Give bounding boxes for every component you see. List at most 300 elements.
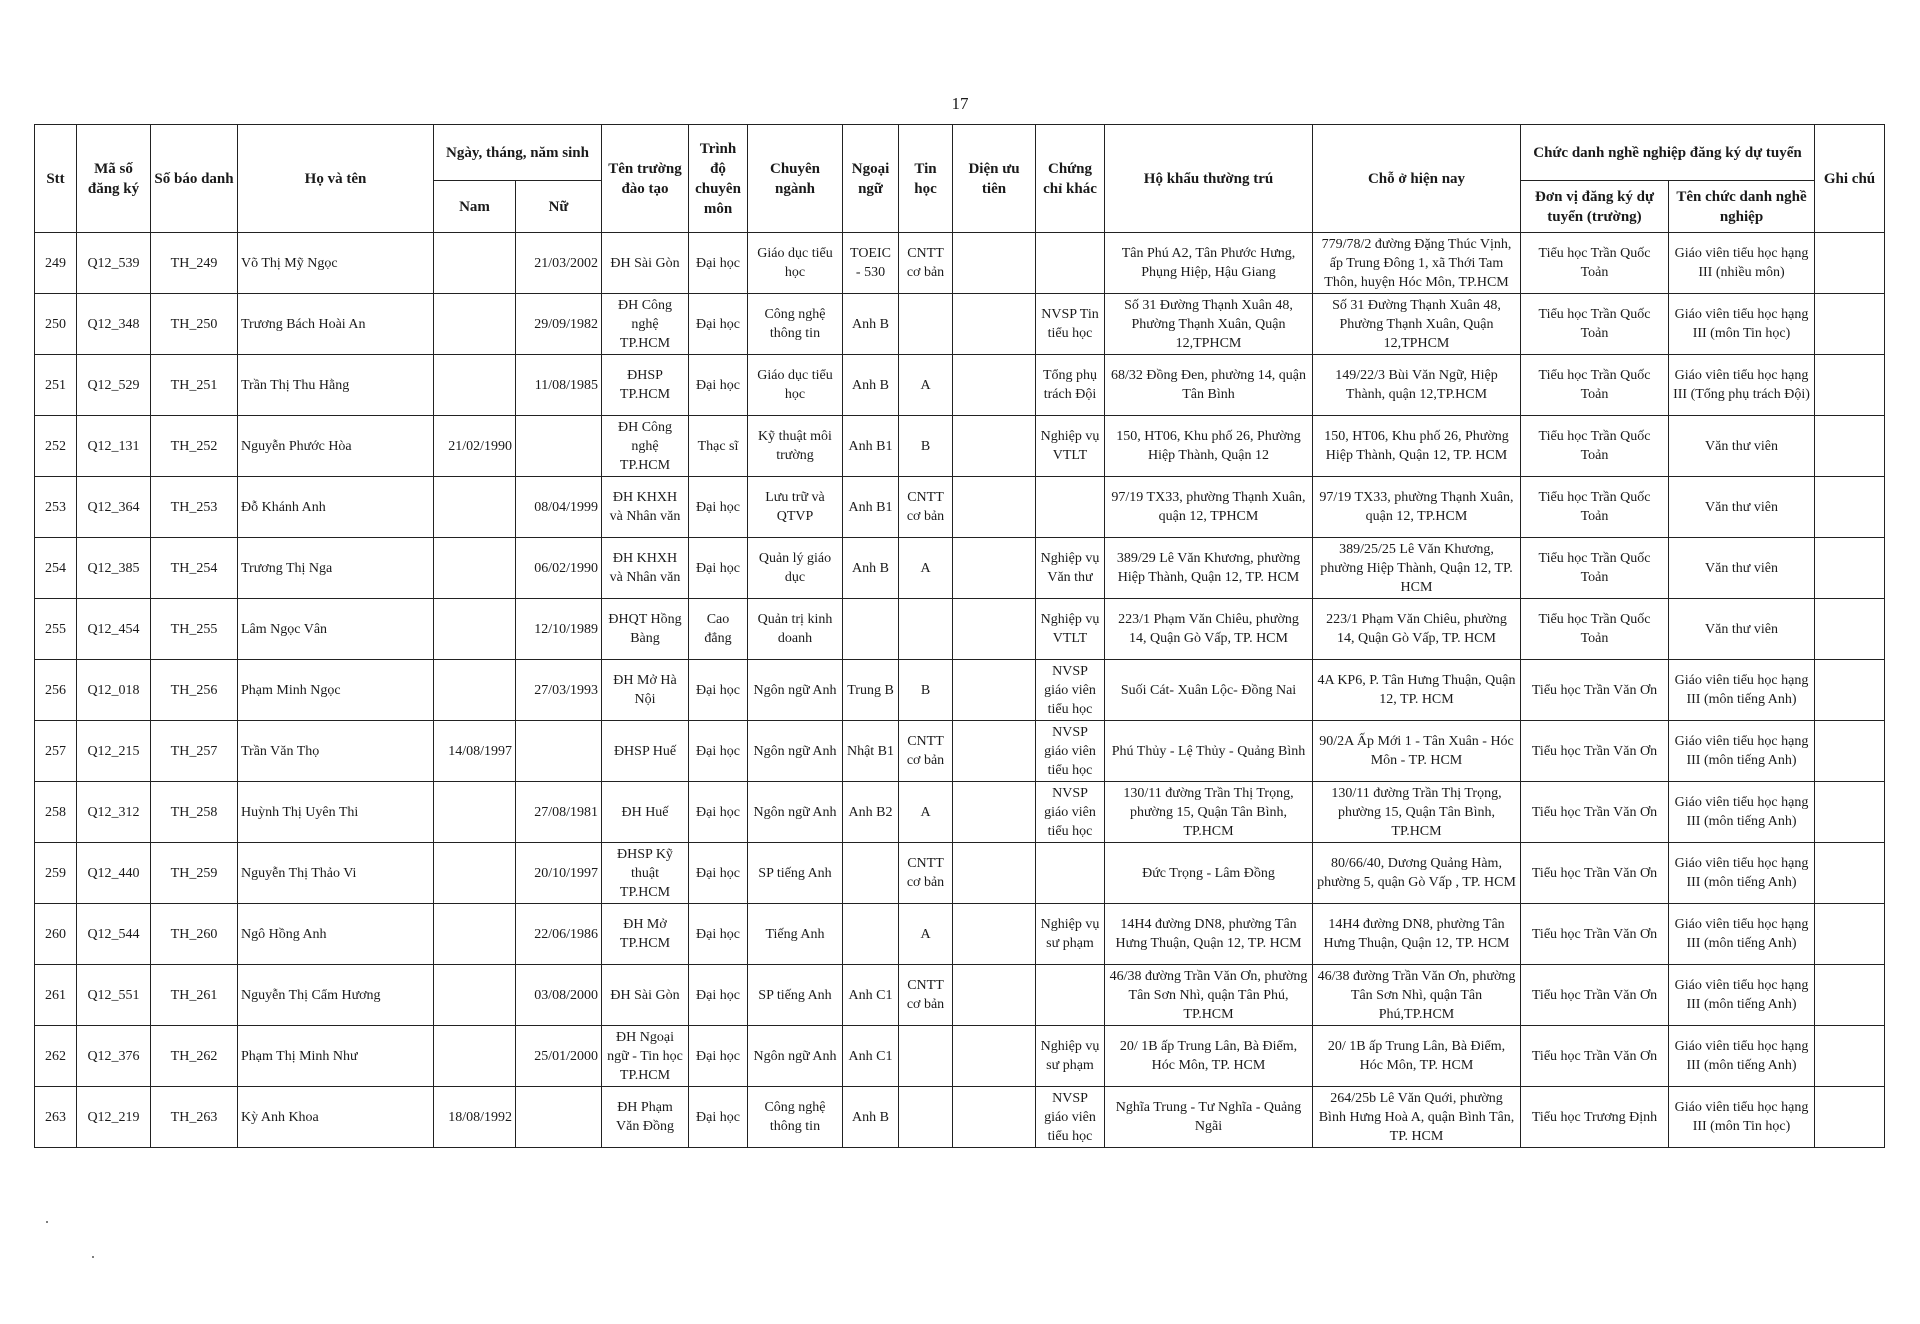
cell-chuyen-nganh: Kỹ thuật môi trường bbox=[748, 416, 843, 477]
cell-truong: ĐHSP Huế bbox=[602, 721, 689, 782]
cell-chuc-danh: Giáo viên tiểu học hạng III (Tổng phụ trách Đội) bbox=[1669, 355, 1815, 416]
cell-chung-chi: NVSP giáo viên tiểu học bbox=[1036, 660, 1105, 721]
table-row bbox=[35, 477, 1885, 538]
cell-cho-o: 779/78/2 đường Đặng Thúc Vịnh, ấp Trung Đông 1, xã Thới Tam Thôn, huyện Hóc Môn, TP.HCM bbox=[1313, 233, 1521, 294]
cell-chung-chi bbox=[1036, 233, 1105, 294]
cell-ma-so: Q12_529 bbox=[77, 355, 151, 416]
cell-so-bao-danh: TH_263 bbox=[151, 1087, 238, 1148]
cell-ho-khau: Phú Thủy - Lệ Thủy - Quảng Bình bbox=[1105, 721, 1313, 782]
cell-ho-ten: Võ Thị Mỹ Ngọc bbox=[238, 233, 434, 294]
header-ngay-sinh: Ngày, tháng, năm sinh bbox=[434, 125, 602, 181]
table-row bbox=[35, 1026, 1885, 1087]
cell-cho-o: Số 31 Đường Thạnh Xuân 48, Phường Thạnh Xuân, Quận 12,TPHCM bbox=[1313, 294, 1521, 355]
cell-nu bbox=[516, 1087, 602, 1148]
cell-trinh-do: Đại học bbox=[689, 233, 748, 294]
cell-ma-so: Q12_376 bbox=[77, 1026, 151, 1087]
header-chuc-danh: Chức danh nghề nghiệp đăng ký dự tuyển bbox=[1521, 125, 1815, 181]
cell-chuyen-nganh: Giáo dục tiểu học bbox=[748, 233, 843, 294]
cell-don-vi: Tiểu học Trần Quốc Toản bbox=[1521, 233, 1669, 294]
cell-tin-hoc bbox=[899, 1087, 953, 1148]
cell-ho-khau: 389/29 Lê Văn Khương, phường Hiệp Thành, Quận 12, TP. HCM bbox=[1105, 538, 1313, 599]
cell-chung-chi: NVSP giáo viên tiểu học bbox=[1036, 782, 1105, 843]
cell-nam bbox=[434, 538, 516, 599]
cell-nam bbox=[434, 1026, 516, 1087]
cell-ho-ten: Đỗ Khánh Anh bbox=[238, 477, 434, 538]
cell-trinh-do: Đại học bbox=[689, 721, 748, 782]
cell-tin-hoc bbox=[899, 1026, 953, 1087]
cell-stt: 249 bbox=[35, 233, 77, 294]
cell-nam bbox=[434, 355, 516, 416]
header-so-bao-danh: Số báo danh bbox=[151, 125, 238, 233]
cell-so-bao-danh: TH_262 bbox=[151, 1026, 238, 1087]
cell-cho-o: 264/25b Lê Văn Quới, phường Bình Hưng Hoà A, quận Bình Tân, TP. HCM bbox=[1313, 1087, 1521, 1148]
header-nu: Nữ bbox=[516, 181, 602, 233]
cell-ghi-chu bbox=[1815, 477, 1885, 538]
cell-chung-chi: NVSP giáo viên tiểu học bbox=[1036, 721, 1105, 782]
cell-nu: 12/10/1989 bbox=[516, 599, 602, 660]
cell-don-vi: Tiểu học Trần Quốc Toản bbox=[1521, 599, 1669, 660]
cell-chuyen-nganh: Quản trị kinh doanh bbox=[748, 599, 843, 660]
cell-truong: ĐH Sài Gòn bbox=[602, 965, 689, 1026]
cell-cho-o: 20/ 1B ấp Trung Lân, Bà Điểm, Hóc Môn, TP. HCM bbox=[1313, 1026, 1521, 1087]
cell-ghi-chu bbox=[1815, 294, 1885, 355]
cell-dien-uu-tien bbox=[953, 1087, 1036, 1148]
cell-stt: 257 bbox=[35, 721, 77, 782]
cell-truong: ĐH Huế bbox=[602, 782, 689, 843]
cell-ho-khau: 46/38 đường Trần Văn Ơn, phường Tân Sơn Nhì, quận Tân Phú, TP.HCM bbox=[1105, 965, 1313, 1026]
cell-dien-uu-tien bbox=[953, 294, 1036, 355]
cell-don-vi: Tiểu học Trương Định bbox=[1521, 1087, 1669, 1148]
cell-chung-chi: Nghiệp vụ sư phạm bbox=[1036, 1026, 1105, 1087]
cell-nam bbox=[434, 843, 516, 904]
cell-don-vi: Tiểu học Trần Văn Ơn bbox=[1521, 1026, 1669, 1087]
cell-dien-uu-tien bbox=[953, 355, 1036, 416]
table-row bbox=[35, 843, 1885, 904]
cell-cho-o: 149/22/3 Bùi Văn Ngữ, Hiệp Thành, quận 12,TP.HCM bbox=[1313, 355, 1521, 416]
cell-chuyen-nganh: SP tiếng Anh bbox=[748, 843, 843, 904]
cell-truong: ĐH Mở TP.HCM bbox=[602, 904, 689, 965]
cell-nu: 27/08/1981 bbox=[516, 782, 602, 843]
cell-tin-hoc: CNTT cơ bản bbox=[899, 721, 953, 782]
header-cho-o: Chỗ ở hiện nay bbox=[1313, 125, 1521, 233]
cell-tin-hoc bbox=[899, 294, 953, 355]
cell-chuyen-nganh: Lưu trữ và QTVP bbox=[748, 477, 843, 538]
table-row bbox=[35, 782, 1885, 843]
cell-nu: 22/06/1986 bbox=[516, 904, 602, 965]
cell-ngoai-ngu: Anh B bbox=[843, 538, 899, 599]
cell-ma-so: Q12_131 bbox=[77, 416, 151, 477]
cell-ho-khau: 97/19 TX33, phường Thạnh Xuân, quận 12, TPHCM bbox=[1105, 477, 1313, 538]
cell-tin-hoc: CNTT cơ bản bbox=[899, 233, 953, 294]
cell-truong: ĐH Sài Gòn bbox=[602, 233, 689, 294]
cell-ho-khau: 130/11 đường Trần Thị Trọng, phường 15, Quận Tân Bình, TP.HCM bbox=[1105, 782, 1313, 843]
cell-nu bbox=[516, 416, 602, 477]
cell-ho-khau: Đức Trọng - Lâm Đồng bbox=[1105, 843, 1313, 904]
cell-ngoai-ngu: Anh B bbox=[843, 355, 899, 416]
cell-tin-hoc: B bbox=[899, 416, 953, 477]
cell-truong: ĐH KHXH và Nhân văn bbox=[602, 538, 689, 599]
cell-trinh-do: Thạc sĩ bbox=[689, 416, 748, 477]
cell-tin-hoc: CNTT cơ bản bbox=[899, 477, 953, 538]
cell-trinh-do: Đại học bbox=[689, 660, 748, 721]
cell-trinh-do: Đại học bbox=[689, 1026, 748, 1087]
cell-chuyen-nganh: Công nghệ thông tin bbox=[748, 294, 843, 355]
cell-dien-uu-tien bbox=[953, 477, 1036, 538]
cell-dien-uu-tien bbox=[953, 599, 1036, 660]
table-row bbox=[35, 294, 1885, 355]
cell-ho-ten: Nguyễn Thị Cẩm Hương bbox=[238, 965, 434, 1026]
cell-tin-hoc: A bbox=[899, 538, 953, 599]
cell-ngoai-ngu: Anh C1 bbox=[843, 965, 899, 1026]
cell-so-bao-danh: TH_251 bbox=[151, 355, 238, 416]
cell-truong: ĐH Công nghệ TP.HCM bbox=[602, 294, 689, 355]
cell-trinh-do: Đại học bbox=[689, 843, 748, 904]
cell-ho-khau: Suối Cát- Xuân Lộc- Đồng Nai bbox=[1105, 660, 1313, 721]
cell-tin-hoc: CNTT cơ bản bbox=[899, 843, 953, 904]
cell-chuyen-nganh: Ngôn ngữ Anh bbox=[748, 782, 843, 843]
cell-ma-so: Q12_454 bbox=[77, 599, 151, 660]
cell-chung-chi bbox=[1036, 843, 1105, 904]
cell-nam: 18/08/1992 bbox=[434, 1087, 516, 1148]
cell-don-vi: Tiểu học Trần Quốc Toản bbox=[1521, 538, 1669, 599]
cell-stt: 261 bbox=[35, 965, 77, 1026]
cell-ghi-chu bbox=[1815, 782, 1885, 843]
cell-don-vi: Tiểu học Trần Văn Ơn bbox=[1521, 904, 1669, 965]
cell-ho-khau: 20/ 1B ấp Trung Lân, Bà Điểm, Hóc Môn, TP. HCM bbox=[1105, 1026, 1313, 1087]
cell-ma-so: Q12_312 bbox=[77, 782, 151, 843]
cell-ho-khau: 14H4 đường DN8, phường Tân Hưng Thuận, Quận 12, TP. HCM bbox=[1105, 904, 1313, 965]
cell-ho-ten: Trương Bách Hoài An bbox=[238, 294, 434, 355]
cell-ghi-chu bbox=[1815, 599, 1885, 660]
cell-chuyen-nganh: Ngôn ngữ Anh bbox=[748, 721, 843, 782]
cell-cho-o: 150, HT06, Khu phố 26, Phường Hiệp Thành, Quận 12, TP. HCM bbox=[1313, 416, 1521, 477]
cell-ngoai-ngu: Anh B bbox=[843, 1087, 899, 1148]
cell-truong: ĐHSP TP.HCM bbox=[602, 355, 689, 416]
cell-ma-so: Q12_348 bbox=[77, 294, 151, 355]
cell-nu bbox=[516, 721, 602, 782]
cell-trinh-do: Đại học bbox=[689, 782, 748, 843]
cell-ho-ten: Nguyễn Phước Hòa bbox=[238, 416, 434, 477]
header-don-vi: Đơn vị đăng ký dự tuyển (trường) bbox=[1521, 181, 1669, 233]
table-row bbox=[35, 416, 1885, 477]
cell-don-vi: Tiểu học Trần Quốc Toản bbox=[1521, 416, 1669, 477]
cell-ma-so: Q12_219 bbox=[77, 1087, 151, 1148]
cell-trinh-do: Đại học bbox=[689, 477, 748, 538]
cell-nam bbox=[434, 660, 516, 721]
cell-nam bbox=[434, 233, 516, 294]
cell-ghi-chu bbox=[1815, 416, 1885, 477]
cell-chuc-danh: Văn thư viên bbox=[1669, 538, 1815, 599]
cell-stt: 256 bbox=[35, 660, 77, 721]
cell-ho-ten: Lâm Ngọc Vân bbox=[238, 599, 434, 660]
table-body bbox=[35, 233, 1885, 1148]
table-row bbox=[35, 721, 1885, 782]
cell-ma-so: Q12_440 bbox=[77, 843, 151, 904]
cell-ma-so: Q12_544 bbox=[77, 904, 151, 965]
cell-stt: 258 bbox=[35, 782, 77, 843]
cell-tin-hoc: A bbox=[899, 904, 953, 965]
cell-nu: 06/02/1990 bbox=[516, 538, 602, 599]
cell-dien-uu-tien bbox=[953, 843, 1036, 904]
cell-stt: 262 bbox=[35, 1026, 77, 1087]
cell-truong: ĐH Ngoại ngữ - Tin học TP.HCM bbox=[602, 1026, 689, 1087]
cell-nam: 21/02/1990 bbox=[434, 416, 516, 477]
cell-nu: 21/03/2002 bbox=[516, 233, 602, 294]
cell-trinh-do: Cao đẳng bbox=[689, 599, 748, 660]
cell-nam bbox=[434, 294, 516, 355]
cell-chuc-danh: Giáo viên tiểu học hạng III (môn tiếng Anh) bbox=[1669, 782, 1815, 843]
cell-chuyen-nganh: Quản lý giáo dục bbox=[748, 538, 843, 599]
cell-ghi-chu bbox=[1815, 538, 1885, 599]
cell-don-vi: Tiểu học Trần Quốc Toản bbox=[1521, 477, 1669, 538]
cell-tin-hoc: A bbox=[899, 782, 953, 843]
cell-chuyen-nganh: SP tiếng Anh bbox=[748, 965, 843, 1026]
cell-chung-chi: Nghiệp vụ VTLT bbox=[1036, 599, 1105, 660]
cell-ngoai-ngu: Anh B2 bbox=[843, 782, 899, 843]
cell-chuc-danh: Giáo viên tiểu học hạng III (môn Tin học) bbox=[1669, 1087, 1815, 1148]
cell-stt: 259 bbox=[35, 843, 77, 904]
cell-ngoai-ngu: Anh B bbox=[843, 294, 899, 355]
cell-cho-o: 4A KP6, P. Tân Hưng Thuận, Quận 12, TP. HCM bbox=[1313, 660, 1521, 721]
cell-ma-so: Q12_539 bbox=[77, 233, 151, 294]
cell-don-vi: Tiểu học Trần Văn Ơn bbox=[1521, 843, 1669, 904]
table-header bbox=[35, 125, 1885, 233]
table-row bbox=[35, 599, 1885, 660]
cell-trinh-do: Đại học bbox=[689, 965, 748, 1026]
cell-so-bao-danh: TH_259 bbox=[151, 843, 238, 904]
cell-trinh-do: Đại học bbox=[689, 294, 748, 355]
cell-ma-so: Q12_385 bbox=[77, 538, 151, 599]
candidate-table bbox=[34, 124, 1885, 1148]
header-ngoai-ngu: Ngoại ngữ bbox=[843, 125, 899, 233]
cell-truong: ĐH Công nghệ TP.HCM bbox=[602, 416, 689, 477]
header-nam: Nam bbox=[434, 181, 516, 233]
cell-so-bao-danh: TH_252 bbox=[151, 416, 238, 477]
cell-ho-ten: Huỳnh Thị Uyên Thi bbox=[238, 782, 434, 843]
cell-chuyen-nganh: Công nghệ thông tin bbox=[748, 1087, 843, 1148]
cell-ngoai-ngu: Nhật B1 bbox=[843, 721, 899, 782]
cell-chuc-danh: Giáo viên tiểu học hạng III (môn tiếng Anh) bbox=[1669, 843, 1815, 904]
cell-ghi-chu bbox=[1815, 233, 1885, 294]
cell-chung-chi: Nghiệp vụ Văn thư bbox=[1036, 538, 1105, 599]
table-row bbox=[35, 538, 1885, 599]
cell-so-bao-danh: TH_255 bbox=[151, 599, 238, 660]
cell-ho-khau: 68/32 Đồng Đen, phường 14, quận Tân Bình bbox=[1105, 355, 1313, 416]
cell-chuc-danh: Văn thư viên bbox=[1669, 477, 1815, 538]
cell-chuc-danh: Giáo viên tiểu học hạng III (môn tiếng Anh) bbox=[1669, 965, 1815, 1026]
table-row bbox=[35, 233, 1885, 294]
table-row bbox=[35, 660, 1885, 721]
cell-stt: 252 bbox=[35, 416, 77, 477]
cell-nu: 27/03/1993 bbox=[516, 660, 602, 721]
cell-cho-o: 389/25/25 Lê Văn Khương, phường Hiệp Thành, Quận 12, TP. HCM bbox=[1313, 538, 1521, 599]
cell-ma-so: Q12_215 bbox=[77, 721, 151, 782]
cell-ngoai-ngu bbox=[843, 599, 899, 660]
cell-stt: 251 bbox=[35, 355, 77, 416]
cell-ho-ten: Trần Văn Thọ bbox=[238, 721, 434, 782]
header-ho-khau: Hộ khẩu thường trú bbox=[1105, 125, 1313, 233]
cell-chung-chi: NVSP Tin tiểu học bbox=[1036, 294, 1105, 355]
cell-so-bao-danh: TH_254 bbox=[151, 538, 238, 599]
cell-trinh-do: Đại học bbox=[689, 904, 748, 965]
cell-nam bbox=[434, 477, 516, 538]
cell-cho-o: 46/38 đường Trần Văn Ơn, phường Tân Sơn Nhì, quận Tân Phú,TP.HCM bbox=[1313, 965, 1521, 1026]
header-truong-dao-tao: Tên trường đào tạo bbox=[602, 125, 689, 233]
cell-so-bao-danh: TH_260 bbox=[151, 904, 238, 965]
cell-ho-ten: Trần Thị Thu Hằng bbox=[238, 355, 434, 416]
cell-nam bbox=[434, 904, 516, 965]
cell-don-vi: Tiểu học Trần Văn Ơn bbox=[1521, 721, 1669, 782]
cell-truong: ĐH Phạm Văn Đồng bbox=[602, 1087, 689, 1148]
cell-stt: 263 bbox=[35, 1087, 77, 1148]
header-chuyen-nganh: Chuyên ngành bbox=[748, 125, 843, 233]
header-ten-chuc-danh: Tên chức danh nghề nghiệp bbox=[1669, 181, 1815, 233]
cell-cho-o: 97/19 TX33, phường Thạnh Xuân, quận 12, TP.HCM bbox=[1313, 477, 1521, 538]
cell-ngoai-ngu: Anh C1 bbox=[843, 1026, 899, 1087]
cell-cho-o: 80/66/40, Dương Quảng Hàm, phường 5, quận Gò Vấp , TP. HCM bbox=[1313, 843, 1521, 904]
cell-dien-uu-tien bbox=[953, 1026, 1036, 1087]
header-ma-so-dang-ky: Mã số đăng ký bbox=[77, 125, 151, 233]
cell-so-bao-danh: TH_250 bbox=[151, 294, 238, 355]
cell-ngoai-ngu: Trung B bbox=[843, 660, 899, 721]
cell-ma-so: Q12_551 bbox=[77, 965, 151, 1026]
cell-tin-hoc: A bbox=[899, 355, 953, 416]
cell-stt: 260 bbox=[35, 904, 77, 965]
cell-don-vi: Tiểu học Trần Văn Ơn bbox=[1521, 660, 1669, 721]
table-row bbox=[35, 355, 1885, 416]
cell-ghi-chu bbox=[1815, 904, 1885, 965]
cell-chuc-danh: Văn thư viên bbox=[1669, 416, 1815, 477]
cell-truong: ĐHQT Hồng Bàng bbox=[602, 599, 689, 660]
cell-ghi-chu bbox=[1815, 355, 1885, 416]
cell-chuyen-nganh: Giáo dục tiểu học bbox=[748, 355, 843, 416]
cell-trinh-do: Đại học bbox=[689, 1087, 748, 1148]
cell-ho-ten: Nguyễn Thị Thảo Vi bbox=[238, 843, 434, 904]
cell-ho-ten: Kỳ Anh Khoa bbox=[238, 1087, 434, 1148]
cell-ho-khau: Nghĩa Trung - Tư Nghĩa - Quảng Ngãi bbox=[1105, 1087, 1313, 1148]
cell-stt: 255 bbox=[35, 599, 77, 660]
cell-cho-o: 14H4 đường DN8, phường Tân Hưng Thuận, Quận 12, TP. HCM bbox=[1313, 904, 1521, 965]
scan-speck bbox=[46, 1221, 48, 1223]
cell-ghi-chu bbox=[1815, 721, 1885, 782]
cell-ho-ten: Phạm Minh Ngọc bbox=[238, 660, 434, 721]
header-tin-hoc: Tin học bbox=[899, 125, 953, 233]
cell-ngoai-ngu bbox=[843, 904, 899, 965]
cell-dien-uu-tien bbox=[953, 965, 1036, 1026]
table-row bbox=[35, 1087, 1885, 1148]
cell-dien-uu-tien bbox=[953, 721, 1036, 782]
header-ho-va-ten: Họ và tên bbox=[238, 125, 434, 233]
cell-nu: 25/01/2000 bbox=[516, 1026, 602, 1087]
cell-ghi-chu bbox=[1815, 1087, 1885, 1148]
cell-dien-uu-tien bbox=[953, 904, 1036, 965]
cell-so-bao-danh: TH_261 bbox=[151, 965, 238, 1026]
cell-ho-khau: Tân Phú A2, Tân Phước Hưng, Phụng Hiệp, Hậu Giang bbox=[1105, 233, 1313, 294]
cell-nam bbox=[434, 599, 516, 660]
cell-ma-so: Q12_364 bbox=[77, 477, 151, 538]
header-dien-uu-tien: Diện ưu tiên bbox=[953, 125, 1036, 233]
header-chung-chi-khac: Chứng chỉ khác bbox=[1036, 125, 1105, 233]
cell-so-bao-danh: TH_258 bbox=[151, 782, 238, 843]
cell-cho-o: 130/11 đường Trần Thị Trọng, phường 15, Quận Tân Bình, TP.HCM bbox=[1313, 782, 1521, 843]
cell-don-vi: Tiểu học Trần Văn Ơn bbox=[1521, 965, 1669, 1026]
cell-nu: 20/10/1997 bbox=[516, 843, 602, 904]
cell-chung-chi: Nghiệp vụ VTLT bbox=[1036, 416, 1105, 477]
header-trinh-do: Trình độ chuyên môn bbox=[689, 125, 748, 233]
cell-chuc-danh: Giáo viên tiểu học hạng III (môn tiếng Anh) bbox=[1669, 904, 1815, 965]
cell-don-vi: Tiểu học Trần Quốc Toản bbox=[1521, 355, 1669, 416]
cell-so-bao-danh: TH_256 bbox=[151, 660, 238, 721]
cell-tin-hoc bbox=[899, 599, 953, 660]
scan-speck bbox=[92, 1256, 94, 1258]
cell-truong: ĐHSP Kỹ thuật TP.HCM bbox=[602, 843, 689, 904]
cell-trinh-do: Đại học bbox=[689, 355, 748, 416]
cell-chuyen-nganh: Tiếng Anh bbox=[748, 904, 843, 965]
cell-ghi-chu bbox=[1815, 1026, 1885, 1087]
cell-chung-chi bbox=[1036, 965, 1105, 1026]
table-row bbox=[35, 965, 1885, 1026]
cell-chuc-danh: Giáo viên tiểu học hạng III (môn tiếng Anh) bbox=[1669, 1026, 1815, 1087]
cell-truong: ĐH Mở Hà Nội bbox=[602, 660, 689, 721]
cell-cho-o: 90/2A Ấp Mới 1 - Tân Xuân - Hóc Môn - TP. HCM bbox=[1313, 721, 1521, 782]
cell-so-bao-danh: TH_249 bbox=[151, 233, 238, 294]
table-row bbox=[35, 904, 1885, 965]
cell-dien-uu-tien bbox=[953, 782, 1036, 843]
cell-chuc-danh: Văn thư viên bbox=[1669, 599, 1815, 660]
cell-don-vi: Tiểu học Trần Văn Ơn bbox=[1521, 782, 1669, 843]
cell-chuc-danh: Giáo viên tiểu học hạng III (môn tiếng Anh) bbox=[1669, 721, 1815, 782]
cell-nam: 14/08/1997 bbox=[434, 721, 516, 782]
cell-truong: ĐH KHXH và Nhân văn bbox=[602, 477, 689, 538]
cell-stt: 253 bbox=[35, 477, 77, 538]
cell-dien-uu-tien bbox=[953, 233, 1036, 294]
cell-ghi-chu bbox=[1815, 660, 1885, 721]
cell-chung-chi bbox=[1036, 477, 1105, 538]
cell-chung-chi: Tổng phụ trách Đội bbox=[1036, 355, 1105, 416]
cell-ghi-chu bbox=[1815, 843, 1885, 904]
cell-chuc-danh: Giáo viên tiểu học hạng III (môn Tin học) bbox=[1669, 294, 1815, 355]
cell-ngoai-ngu bbox=[843, 843, 899, 904]
cell-ngoai-ngu: Anh B1 bbox=[843, 477, 899, 538]
cell-cho-o: 223/1 Phạm Văn Chiêu, phường 14, Quận Gò Vấp, TP. HCM bbox=[1313, 599, 1521, 660]
cell-ho-ten: Trương Thị Nga bbox=[238, 538, 434, 599]
cell-chuyen-nganh: Ngôn ngữ Anh bbox=[748, 660, 843, 721]
cell-chung-chi: Nghiệp vụ sư phạm bbox=[1036, 904, 1105, 965]
cell-nu: 29/09/1982 bbox=[516, 294, 602, 355]
cell-nu: 11/08/1985 bbox=[516, 355, 602, 416]
header-stt: Stt bbox=[35, 125, 77, 233]
cell-dien-uu-tien bbox=[953, 660, 1036, 721]
cell-ngoai-ngu: TOEIC - 530 bbox=[843, 233, 899, 294]
cell-nam bbox=[434, 965, 516, 1026]
cell-ho-khau: 150, HT06, Khu phố 26, Phường Hiệp Thành, Quận 12 bbox=[1105, 416, 1313, 477]
cell-tin-hoc: B bbox=[899, 660, 953, 721]
cell-chuc-danh: Giáo viên tiểu học hạng III (môn tiếng Anh) bbox=[1669, 660, 1815, 721]
header-ghi-chu: Ghi chú bbox=[1815, 125, 1885, 233]
cell-ho-khau: 223/1 Phạm Văn Chiêu, phường 14, Quận Gò Vấp, TP. HCM bbox=[1105, 599, 1313, 660]
cell-dien-uu-tien bbox=[953, 416, 1036, 477]
cell-trinh-do: Đại học bbox=[689, 538, 748, 599]
cell-dien-uu-tien bbox=[953, 538, 1036, 599]
page-number: 17 bbox=[951, 94, 969, 113]
cell-stt: 254 bbox=[35, 538, 77, 599]
cell-stt: 250 bbox=[35, 294, 77, 355]
cell-chuc-danh: Giáo viên tiểu học hạng III (nhiều môn) bbox=[1669, 233, 1815, 294]
cell-ngoai-ngu: Anh B1 bbox=[843, 416, 899, 477]
cell-nu: 08/04/1999 bbox=[516, 477, 602, 538]
cell-ma-so: Q12_018 bbox=[77, 660, 151, 721]
cell-chung-chi: NVSP giáo viên tiểu học bbox=[1036, 1087, 1105, 1148]
